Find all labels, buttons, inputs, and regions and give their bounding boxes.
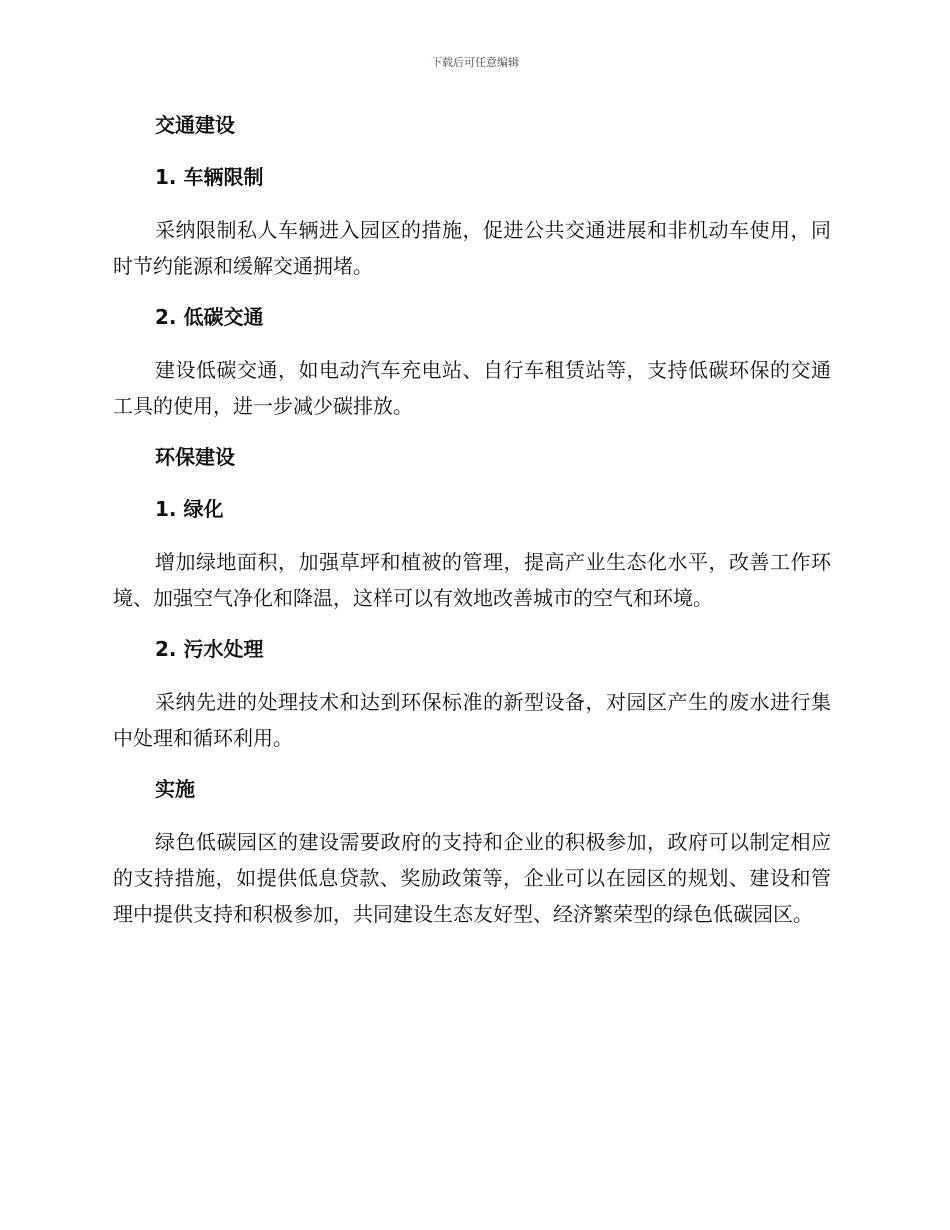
page-header: 下载后可任意编辑 [431,56,519,69]
document-body [113,108,831,948]
subheading-low-carbon-transport: 2. 低碳交通 [155,305,264,329]
subheading-wastewater: 2. 污水处理 [155,637,264,661]
section-heading-transport: 交通建设 [155,113,235,137]
paragraph-vehicle-restriction: 采纳限制私人车辆进入园区的措施，促进公共交通进展和非机动车使用，同时节约能源和缓解交通拥堵。 [113,218,831,278]
paragraph-greening: 增加绿地面积，加强草坪和植被的管理，提高产业生态化水平，改善工作环境、加强空气净化和降温，这样可以有效地改善城市的空气和环境。 [113,550,831,610]
section-heading-environment: 环保建设 [155,445,235,469]
section-heading-implementation: 实施 [155,777,195,801]
paragraph-low-carbon-transport: 建设低碳交通，如电动汽车充电站、自行车租赁站等，支持低碳环保的交通工具的使用，进一步减少碳排放。 [113,358,831,418]
paragraph-implementation: 绿色低碳园区的建设需要政府的支持和企业的积极参加，政府可以制定相应的支持措施，如提供低息贷款、奖励政策等，企业可以在园区的规划、建设和管理中提供支持和积极参加，共同建设生态友好型、经济繁荣型的绿色低碳园区。 [113,830,831,926]
subheading-greening: 1. 绿化 [155,497,224,521]
paragraph-wastewater: 采纳先进的处理技术和达到环保标准的新型设备，对园区产生的废水进行集中处理和循环利用。 [113,690,831,750]
subheading-vehicle-restriction: 1. 车辆限制 [155,165,264,189]
